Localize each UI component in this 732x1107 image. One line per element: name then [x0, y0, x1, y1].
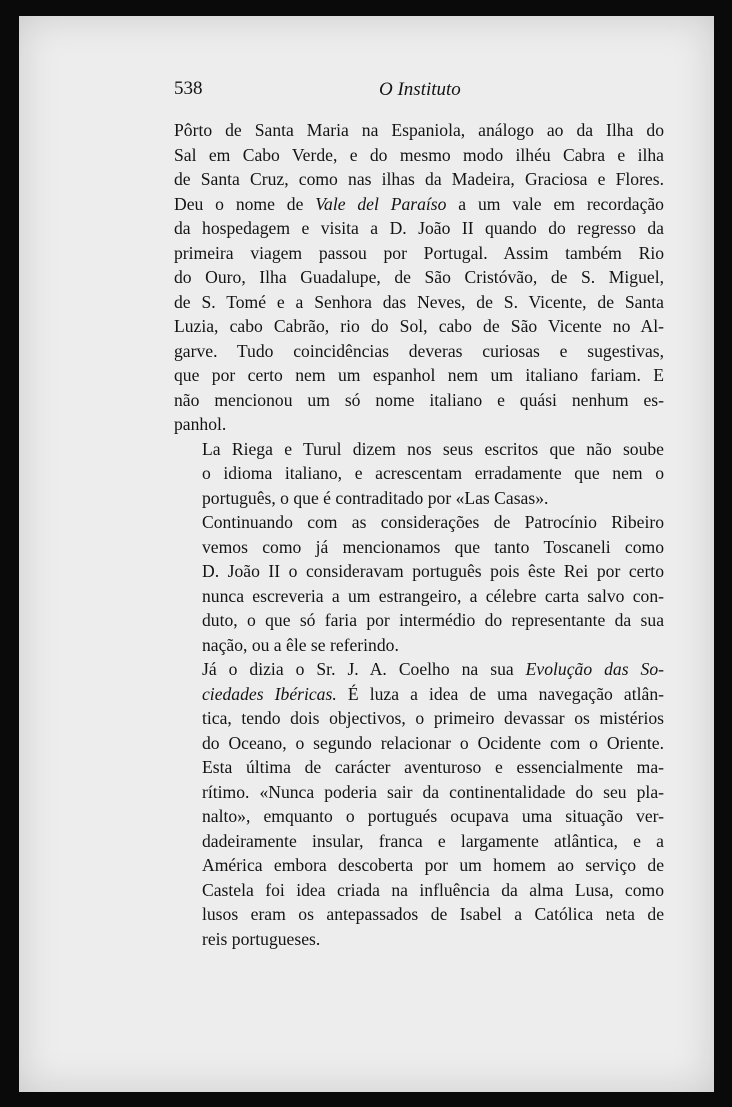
text-line: português, o que é contraditado por «Las Casas». — [202, 487, 549, 508]
text-line: de S. Tomé e a Senhora das Neves, de S. Vicente, de Santa — [174, 291, 664, 312]
running-head — [174, 78, 574, 102]
text-line: Luzia, cabo Cabrão, rio do Sol, cabo de São Vicente no Al- — [174, 316, 664, 336]
text-line: Já o dizia o Sr. J. A. Coelho na sua Evolução das So- — [202, 659, 664, 679]
text-line: não mencionou um só nome italiano e quási nenhum es- — [174, 389, 664, 410]
text-line: Pôrto de Santa Maria na Espaniola, análogo ao da Ilha do — [174, 120, 664, 140]
text-line: de Santa Cruz, como nas ilhas da Madeira, Graciosa e Flores. — [174, 169, 664, 189]
italic-title: Vale del Paraíso — [315, 193, 447, 214]
paragraph-1 — [174, 118, 664, 437]
text-line: Sal em Cabo Verde, e do mesmo modo ilhéu Cabra e ilha — [174, 144, 664, 165]
paragraph-4 — [174, 657, 664, 951]
journal-title: O Instituto — [379, 79, 461, 100]
text-line: panhol. — [174, 414, 227, 434]
text-line: da hospedagem e visita a D. João II quando do regresso da — [174, 218, 664, 238]
body-text — [174, 118, 664, 951]
italic-title: Evolução das So- — [525, 659, 664, 679]
text-line: lusos eram os antepassados de Isabel a Católica neta de — [202, 904, 664, 924]
text-line: tica, tendo dois objectivos, o primeiro devassar os mistérios — [202, 708, 664, 728]
text-line: América embora descoberta por um homem ao serviço de — [202, 855, 664, 875]
paragraph-2 — [174, 437, 664, 511]
book-page — [19, 16, 714, 1092]
text-line: garve. Tudo coincidências deveras curiosas e sugestivas, — [174, 340, 664, 361]
text-line: do Oceano, o segundo relacionar o Ocidente com o Oriente. — [202, 732, 664, 753]
text-line: Continuando com as considerações de Patrocínio Ribeiro — [202, 512, 664, 532]
text-line: Esta última de carácter aventuroso e essencialmente ma- — [202, 757, 664, 777]
text-line: reis portugueses. — [202, 928, 321, 949]
text-line: nação, ou a êle se referindo. — [202, 634, 399, 655]
text-line: rítimo. «Nunca poderia sair da continentalidade do seu pla- — [202, 781, 664, 802]
italic-title: ciedades Ibéricas. — [202, 683, 337, 704]
text-line: do Ouro, Ilha Guadalupe, de São Cristóvão, de S. Miguel, — [174, 267, 664, 287]
text-line: que por certo nem um espanhol nem um italiano fariam. E — [174, 365, 664, 385]
text-line: ciedades Ibéricas. É luza a idea de uma navegação atlân- — [202, 683, 664, 704]
text-line: La Riega e Turul dizem nos seus escritos que não soube — [202, 438, 664, 459]
text-line: o idioma italiano, e acrescentam erradamente que nem o — [202, 463, 664, 483]
text-line: nunca escreveria a um estrangeiro, a célebre carta salvo con- — [202, 585, 664, 606]
text-line: primeira viagem passou por Portugal. Assim também Rio — [174, 242, 664, 263]
page-number: 538 — [174, 78, 203, 99]
text-line: dadeiramente insular, franca e largamente atlântica, e a — [202, 830, 664, 851]
text-line: nalto», emquanto o portugués ocupava uma situação ver- — [202, 806, 664, 826]
text-line: duto, o que só faria por intermédio do representante da sua — [202, 610, 664, 630]
text-line: vemos como já mencionamos que tanto Toscaneli como — [202, 536, 664, 557]
text-line: Castela foi idea criada na influência da alma Lusa, como — [202, 879, 664, 900]
text-line: Deu o nome de Vale del Paraíso a um vale em recordação — [174, 193, 664, 214]
paragraph-3 — [174, 510, 664, 657]
text-line: D. João II o consideravam português pois êste Rei por certo — [202, 561, 664, 581]
